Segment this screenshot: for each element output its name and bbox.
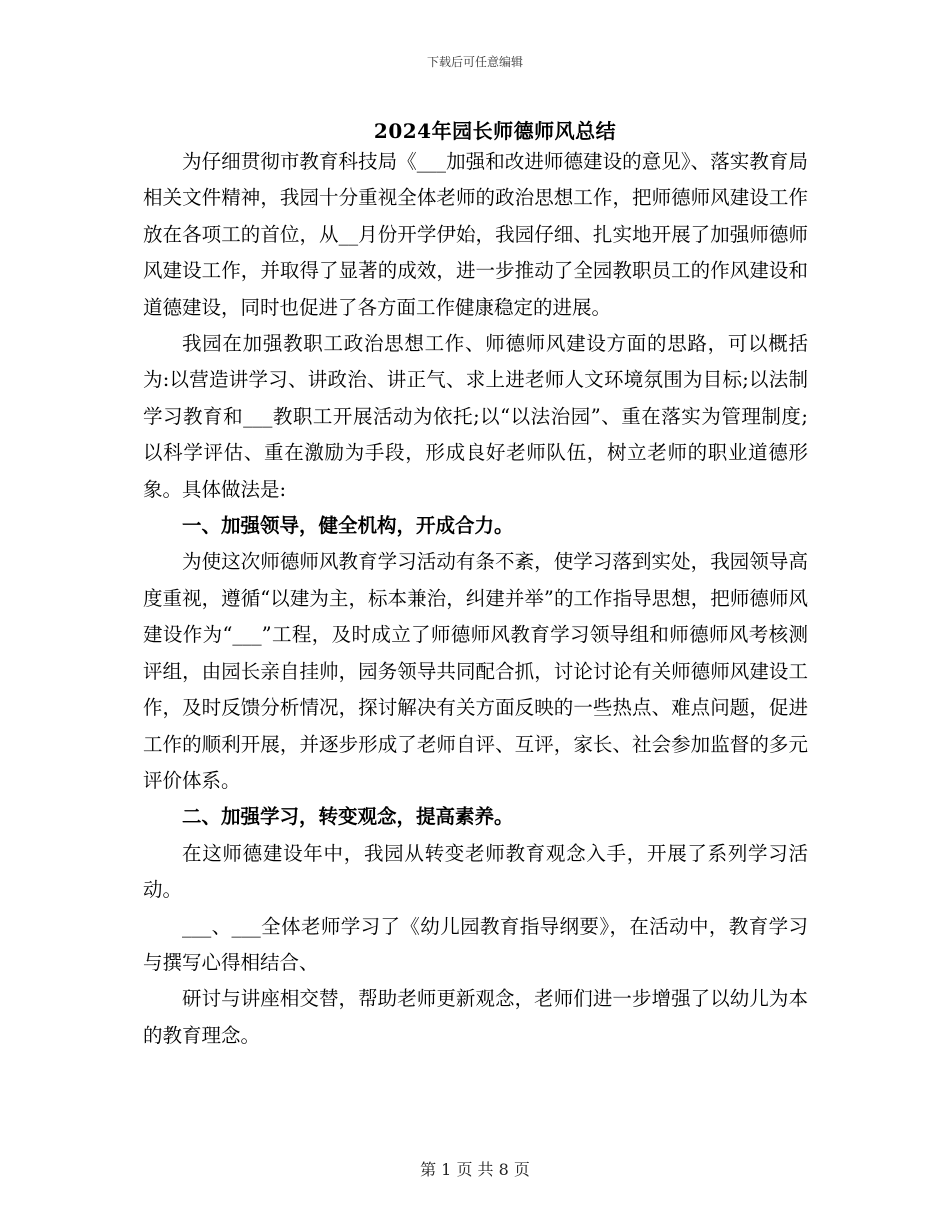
paragraph-approach: 我园在加强教职工政治思想工作、师德师风建设方面的思路，可以概括为:以营造讲学习、讲政治、讲正气、求上进老师人文环境氛围为目标;以法制学习教育和___教职工开展活动为依托;以“以法治园”、重在落实为管理制度;以科学评估、重在激励为手段，形成良好老师队伍，树立老师的职业道德形象。具体做法是: bbox=[143, 332, 808, 501]
document-body bbox=[143, 144, 808, 1054]
paragraph-learning-intro: 在这师德建设年中，我园从转变老师教育观念入手，开展了系列学习活动。 bbox=[143, 841, 808, 902]
page-number-footer: 第 1 页 共 8 页 bbox=[420, 1160, 530, 1179]
paragraph-learning-seminar: 研讨与讲座相交替，帮助老师更新观念，老师们进一步增强了以幼儿为本的教育理念。 bbox=[143, 987, 808, 1047]
paragraph-leadership: 为使这次师德师风教育学习活动有条不紊，使学习落到实处，我园领导高度重视，遵循“以建为主，标本兼治，纠建并举”的工作指导思想，把师德师风建设作为“___”工程，及时成立了师德师风教育学习领导组和师德师风考核测评组，由园长亲自挂帅，园务领导共同配合抓，讨论讨论有关师德师风建设工作，及时反馈分析情况，探讨解决有关方面反映的一些热点、难点问题，促进工作的顺利开展，并逐步形成了老师自评、互评，家长、社会参加监督的多元评价体系。 bbox=[143, 550, 808, 792]
paragraph-intro: 为仔细贯彻市教育科技局《___加强和改进师德建设的意见》、落实教育局相关文件精神，我园十分重视全体老师的政治思想工作，把师德师风建设工作放在各项工的首位，从__月份开学伊始，我园仔细、扎实地开展了加强师德师风建设工作，并取得了显著的成效，进一步推动了全园教职员工的作风建设和道德建设，同时也促进了各方面工作健康稳定的进展。 bbox=[143, 150, 808, 319]
paragraph-learning-guideline: ___、___全体老师学习了《幼儿园教育指导纲要》，在活动中，教育学习与撰写心得相结合、 bbox=[143, 914, 808, 974]
section-heading-1: 一、加强领导，健全机构，开成合力。 bbox=[182, 514, 514, 538]
section-heading-2: 二、加强学习，转变观念，提高素养。 bbox=[182, 805, 514, 829]
document-title: 2024年园长师德师风总结 bbox=[373, 119, 617, 143]
header-note: 下载后可任意编辑 bbox=[426, 55, 523, 69]
